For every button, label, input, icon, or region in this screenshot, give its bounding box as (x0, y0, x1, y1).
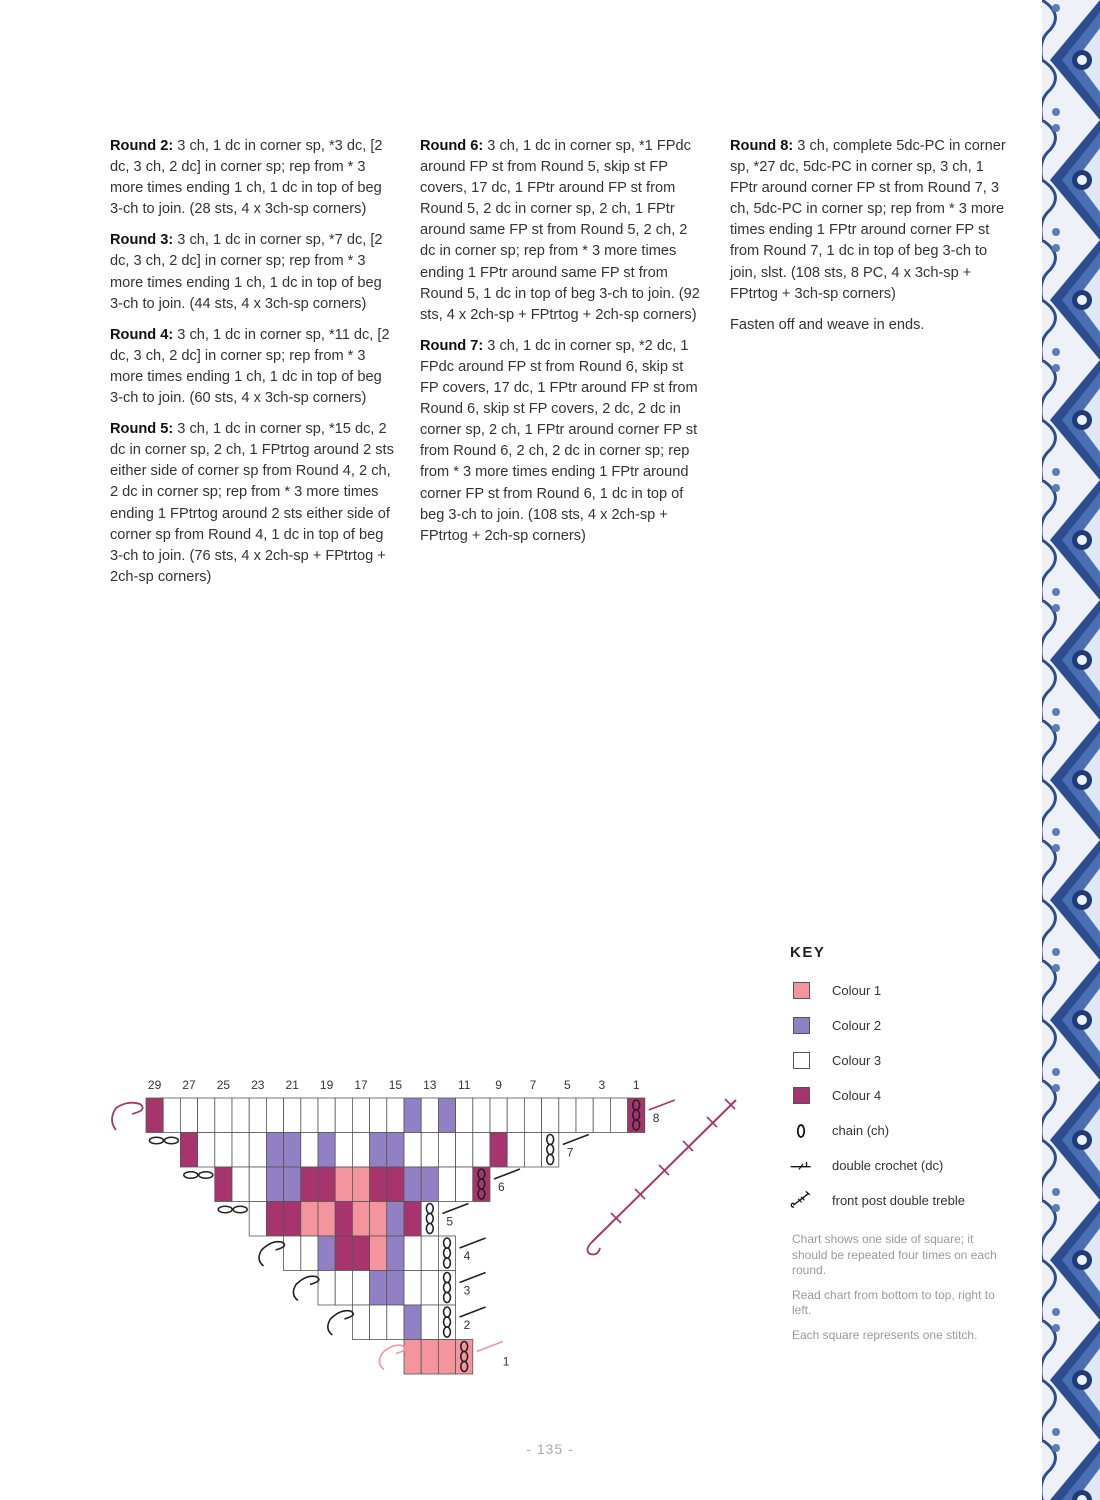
chain-symbol (233, 1206, 247, 1212)
chart-cell (352, 1202, 369, 1237)
front-post-stitch-tick (725, 1099, 735, 1109)
chart-cell (335, 1098, 352, 1133)
chart-row-round-6 (215, 1167, 490, 1202)
round-label: 7 (566, 1145, 574, 1160)
chart-cell (215, 1133, 232, 1168)
chart-cell (318, 1098, 335, 1133)
chart-cell (266, 1098, 283, 1133)
chart-cell (576, 1098, 593, 1133)
chart-cell (456, 1167, 473, 1202)
chart-cell (370, 1305, 387, 1340)
column-label: 3 (598, 1078, 606, 1092)
column-label: 23 (251, 1078, 265, 1092)
round-6-instructions: Round 6: 3 ch, 1 dc in corner sp, *1 FPdc around FP st from Round 5, skip st FP covers, 17 dc, 1 FPtr around FP st from Round 5, 2 dc in corner sp, 2 ch, 1 FPtr around same FP st from Round 5, 2 ch, 2 dc in corner sp; rep from * 3 more times ending 1 FPtr around same FP st from Round 5, 1 dc in top of beg 3-ch to join. (92 sts, 4 x 2ch-sp + FPtrtog + 2ch-sp corners) (420, 138, 700, 323)
chart-cell (490, 1133, 507, 1168)
chart-cell (387, 1236, 404, 1271)
chart-cell (266, 1133, 283, 1168)
chart-cell (421, 1167, 438, 1202)
chart-cell (249, 1133, 266, 1168)
chain-loop-symbol (379, 1345, 404, 1369)
chart-cell (490, 1098, 507, 1133)
key-item-fpdtr: front post double treble (790, 1183, 1020, 1218)
round-label: 4 (463, 1249, 471, 1263)
chart-cell (180, 1098, 197, 1133)
chart-key (790, 944, 1020, 1218)
key-item-colour-2: Colour 2 (790, 1008, 1020, 1043)
chart-cell (456, 1133, 473, 1168)
dc-icon (790, 1155, 812, 1177)
chain-symbol (184, 1172, 198, 1178)
chart-notes (792, 1232, 1007, 1352)
chart-cell (284, 1236, 301, 1271)
chart-cell (318, 1167, 335, 1202)
chart-row-round-3 (318, 1271, 456, 1306)
chart-cell (456, 1098, 473, 1133)
stitch-chart (100, 1070, 770, 1390)
column-label: 21 (285, 1078, 299, 1092)
chart-cell (215, 1167, 232, 1202)
chart-cell (301, 1236, 318, 1271)
colour-1-swatch (793, 982, 810, 999)
chart-cell (180, 1133, 197, 1168)
chart-row-round-7 (180, 1133, 558, 1168)
dc-symbol (460, 1307, 486, 1317)
note-stitch-square: Each square represents one stitch. (792, 1327, 978, 1342)
chart-cell (370, 1167, 387, 1202)
dc-symbol (563, 1135, 589, 1145)
colour-2-swatch (793, 1017, 810, 1034)
fasten-off-note: Fasten off and weave in ends. (730, 316, 925, 333)
note-direction: Read chart from bottom to top, right to left. (792, 1287, 995, 1317)
chart-row-round-4 (284, 1236, 456, 1271)
chart-cell (404, 1340, 421, 1375)
chart-cell (628, 1098, 645, 1133)
key-item-dc: double crochet (dc) (790, 1148, 1020, 1183)
chart-cell (387, 1202, 404, 1237)
front-post-hook-symbol (587, 1242, 600, 1254)
column-label: 25 (216, 1078, 231, 1092)
column-label: 13 (423, 1078, 437, 1092)
chain-icon (790, 1120, 812, 1142)
chart-cell (404, 1167, 421, 1202)
round-label: 3 (463, 1283, 471, 1298)
fpdtr-icon (790, 1186, 812, 1216)
chart-cell (438, 1340, 455, 1375)
chart-cell (352, 1236, 369, 1271)
round-label: 8 (652, 1111, 660, 1125)
chart-cell (335, 1236, 352, 1271)
chart-cell (438, 1236, 455, 1271)
chart-cell (438, 1133, 455, 1168)
chart-cell (542, 1098, 559, 1133)
chart-cell (352, 1133, 369, 1168)
chart-cell (249, 1167, 266, 1202)
chart-cell (421, 1305, 438, 1340)
chart-cell (593, 1098, 610, 1133)
dc-symbol (460, 1273, 486, 1283)
chart-cell (318, 1236, 335, 1271)
chart-cell (507, 1098, 524, 1133)
chart-cell (387, 1133, 404, 1168)
chart-cell (232, 1167, 249, 1202)
chart-cell (370, 1202, 387, 1237)
round-3-instructions: Round 3: 3 ch, 1 dc in corner sp, *7 dc, [2 dc, 3 ch, 2 dc] in corner sp; rep from * 3 more times ending 1 ch, 1 dc in top of beg 3-ch to join. (44 sts, 4 x 3ch-sp corners) (110, 232, 383, 312)
column-label: 11 (457, 1078, 471, 1092)
chart-cell (335, 1133, 352, 1168)
text-column-right (730, 136, 1015, 346)
chart-cell (301, 1202, 318, 1237)
chart-cell (421, 1236, 438, 1271)
key-title: KEY (790, 944, 826, 961)
chart-cell (421, 1133, 438, 1168)
chart-cell (284, 1202, 301, 1237)
chain-symbol (218, 1206, 232, 1212)
chart-cell (301, 1133, 318, 1168)
chart-cell (370, 1271, 387, 1306)
chart-cell (146, 1098, 163, 1133)
chart-cell (404, 1133, 421, 1168)
chart-cell (421, 1340, 438, 1375)
colour-4-swatch (793, 1087, 810, 1104)
chart-cell (438, 1271, 455, 1306)
dc-symbol (494, 1169, 520, 1179)
chain-loop-symbol (259, 1242, 284, 1266)
chart-cell (438, 1305, 455, 1340)
chart-cell (404, 1098, 421, 1133)
chart-cell (542, 1133, 559, 1168)
round-label: 6 (498, 1180, 505, 1194)
chart-cell (610, 1098, 627, 1133)
chart-cell (301, 1098, 318, 1133)
chart-cell (387, 1098, 404, 1133)
chart-cell (352, 1305, 369, 1340)
chart-cell (404, 1202, 421, 1237)
chart-cell (198, 1098, 215, 1133)
round-label: 5 (446, 1214, 454, 1229)
round-5-instructions: Round 5: 3 ch, 1 dc in corner sp, *15 dc, 2 dc in corner sp, 2 ch, 1 FPtrtog around 2 sts either side of corner sp from Round 4, 2 ch, 2 dc in corner sp; rep from * 3 more times ending 1 FPtrtog around 2 sts either side of corner sp from Round 4, 1 dc in top of beg 3-ch to join. (76 sts, 4 x 2ch-sp + FPtrtog + 2ch-sp corners) (110, 421, 394, 585)
round-7-instructions: Round 7: 3 ch, 1 dc in corner sp, *2 dc, 1 FPdc around FP st from Round 6, skip st FP covers, 17 dc, 1 FPtr around FP st from Round 6, skip st FP covers, 2 dc, 2 dc in corner sp, 2 ch, 1 FPtr around corner FP st from Round 6, 2 ch, 2 dc in corner sp; rep from * 3 more times ending 1 FPtr around corner FP st from Round 6, 1 dc in top of beg 3-ch to join. (108 sts, 4 x 2ch-sp + FPtrtog + 2ch-sp corners) (420, 337, 698, 544)
key-item-colour-3: Colour 3 (790, 1043, 1020, 1078)
column-label: 27 (182, 1078, 196, 1092)
key-item-chain: chain (ch) (790, 1113, 1020, 1148)
chart-cell (438, 1167, 455, 1202)
chart-cell (404, 1271, 421, 1306)
chart-cell (352, 1098, 369, 1133)
chart-cell (198, 1133, 215, 1168)
chart-cell (473, 1098, 490, 1133)
round-8-instructions: Round 8: 3 ch, complete 5dc-PC in corner sp, *27 dc, 5dc-PC in corner sp, 3 ch, 1 FPtr around corner FP st from Round 7, 3 ch, 5dc-PC in corner sp; rep from * 3 more times ending 1 FPtr around corner FP st from Round 7, 1 dc in top of beg 3-ch to join, slst. (108 sts, 8 PC, 4 x 3ch-sp + FPtrtog + 3ch-sp corners) (730, 138, 1006, 302)
chart-cell (524, 1133, 541, 1168)
chain-loop-symbol (112, 1103, 143, 1130)
key-item-colour-4: Colour 4 (790, 1078, 1020, 1113)
chart-cell (284, 1167, 301, 1202)
chart-cell (318, 1202, 335, 1237)
chart-cell (284, 1098, 301, 1133)
chart-cell (215, 1098, 232, 1133)
chart-cell (232, 1098, 249, 1133)
chart-cell (456, 1340, 473, 1375)
chart-cell (352, 1167, 369, 1202)
dc-symbol (649, 1100, 675, 1110)
note-repeat: Chart shows one side of square; it should be repeated four times on each round. (792, 1232, 997, 1277)
front-post-stitch-tick (707, 1117, 717, 1127)
decorative-tile-border (1042, 0, 1100, 1500)
column-label: 1 (632, 1078, 640, 1092)
page-number: - 135 - (526, 1441, 574, 1457)
chart-cell (507, 1133, 524, 1168)
chart-cell (335, 1202, 352, 1237)
chart-row-round-5 (249, 1202, 438, 1237)
chain-symbol (164, 1137, 178, 1143)
chart-cell (370, 1133, 387, 1168)
column-label: 19 (319, 1078, 334, 1092)
chart-cell (249, 1098, 266, 1133)
round-label: 2 (463, 1318, 471, 1332)
round-4-instructions: Round 4: 3 ch, 1 dc in corner sp, *11 dc, [2 dc, 3 ch, 2 dc] in corner sp; rep from * 3 more times ending 1 ch, 1 dc in top of beg 3-ch to join. (60 sts, 4 x 3ch-sp corners) (110, 326, 390, 407)
chart-row-round-1 (404, 1340, 473, 1375)
colour-3-swatch (793, 1052, 810, 1069)
chain-loop-symbol (328, 1311, 353, 1335)
chart-cell (163, 1098, 180, 1133)
chart-cell (387, 1271, 404, 1306)
chart-cell (318, 1133, 335, 1168)
chart-cell (301, 1167, 318, 1202)
text-column-middle (420, 136, 705, 557)
chart-cell (387, 1305, 404, 1340)
chain-loop-symbol (293, 1276, 318, 1300)
chart-cell (473, 1167, 490, 1202)
text-column-left (110, 136, 395, 598)
chart-cell (524, 1098, 541, 1133)
chart-cell (249, 1202, 266, 1237)
chart-cell (266, 1202, 283, 1237)
round-2-instructions: Round 2: 3 ch, 1 dc in corner sp, *3 dc, [2 dc, 3 ch, 2 dc] in corner sp; rep from * 3 more times ending 1 ch, 1 dc in top of beg 3-ch to join. (28 sts, 4 x 3ch-sp corners) (110, 138, 383, 218)
chart-cell (387, 1167, 404, 1202)
chart-row-round-8 (146, 1098, 645, 1133)
chart-cell (473, 1133, 490, 1168)
column-label: 29 (147, 1078, 162, 1092)
chart-row-round-2 (352, 1305, 455, 1340)
chart-cell (421, 1098, 438, 1133)
chart-cell (266, 1167, 283, 1202)
key-item-colour-1: Colour 1 (790, 973, 1020, 1008)
chart-cell (232, 1133, 249, 1168)
chain-symbol (149, 1137, 163, 1143)
chart-cell (421, 1271, 438, 1306)
chart-cell (404, 1305, 421, 1340)
column-label: 5 (564, 1078, 571, 1092)
column-label: 17 (354, 1078, 368, 1092)
chart-cell (404, 1236, 421, 1271)
column-label: 7 (529, 1078, 537, 1092)
chart-cell (318, 1271, 335, 1306)
dc-symbol (477, 1342, 503, 1352)
column-label: 15 (388, 1078, 403, 1092)
chart-cell (335, 1271, 352, 1306)
dc-symbol (442, 1204, 468, 1214)
chart-cell (335, 1167, 352, 1202)
chart-cell (438, 1098, 455, 1133)
chart-cell (370, 1098, 387, 1133)
chain-symbol (199, 1172, 213, 1178)
chart-cell (352, 1271, 369, 1306)
dc-symbol (460, 1238, 486, 1248)
round-label: 1 (502, 1354, 510, 1369)
chart-cell (559, 1098, 576, 1133)
chart-cell (421, 1202, 438, 1237)
chart-cell (370, 1236, 387, 1271)
chart-cell (284, 1133, 301, 1168)
column-label: 9 (495, 1078, 502, 1092)
